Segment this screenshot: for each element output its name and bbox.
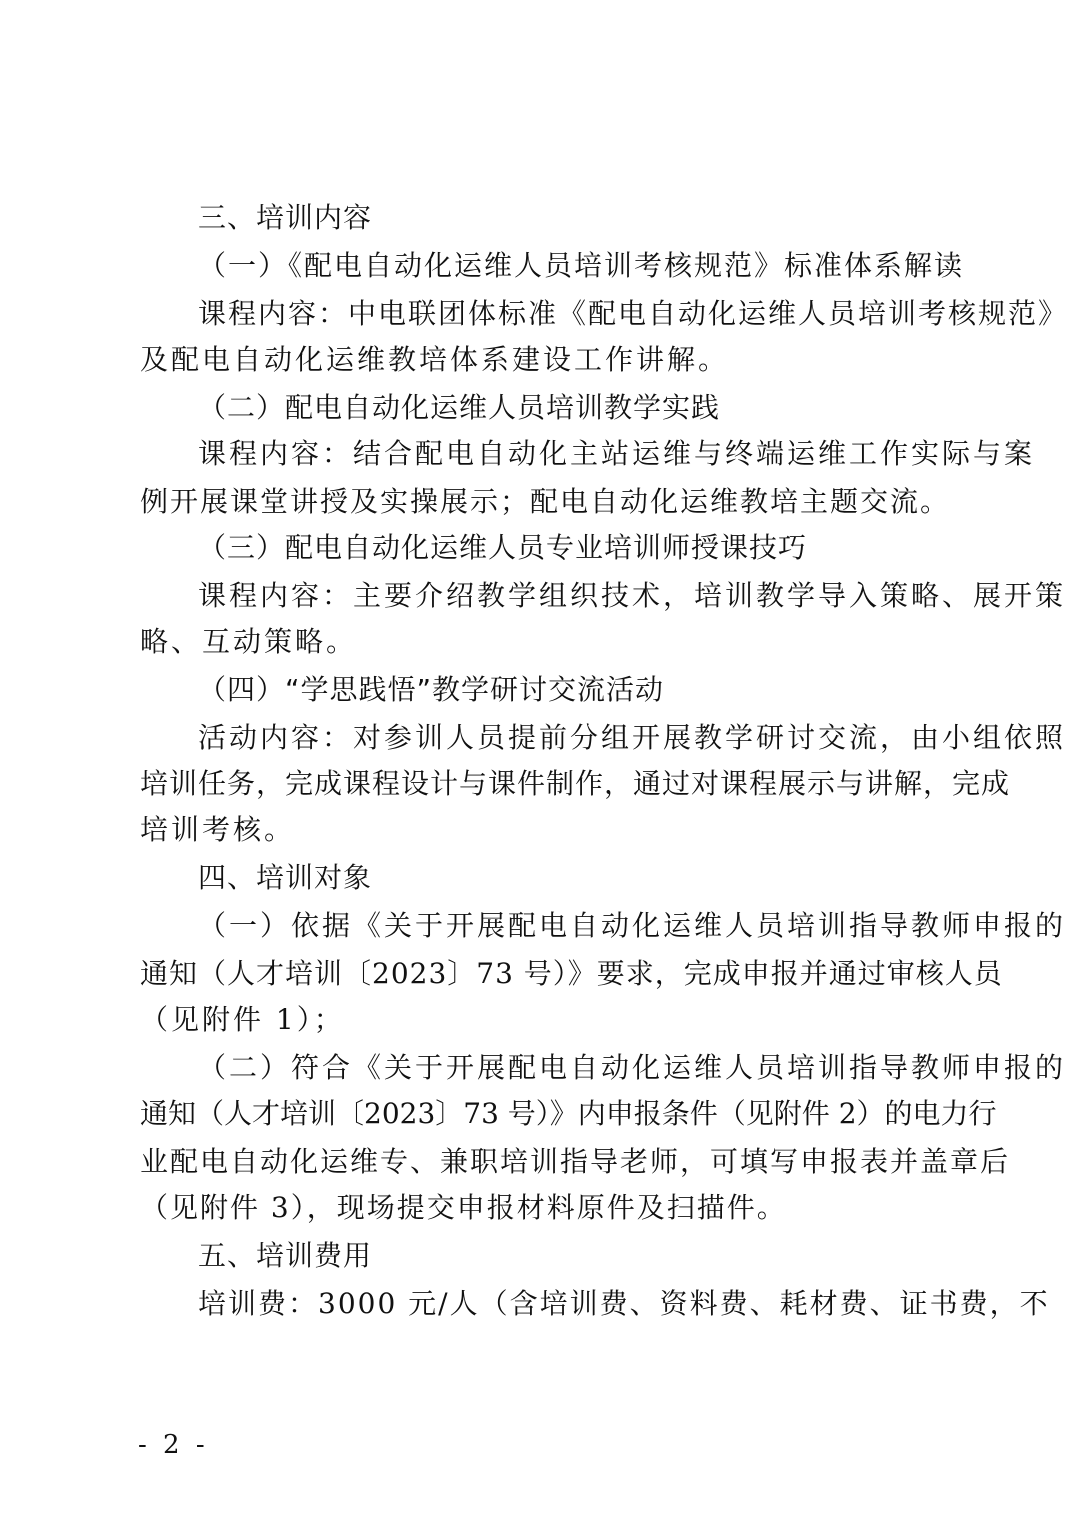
section-3-item-2-title: （二）配电自动化运维人员培训教学实践 bbox=[198, 391, 721, 424]
section-3-item-4-text-line-2: 培训任务，完成课程设计与课件制作，通过对课程展示与讲解，完成 bbox=[140, 767, 1011, 800]
section-5-heading: 五、培训费用 bbox=[198, 1239, 373, 1272]
section-4-paragraph-2-line-4: （见附件 3），现场提交申报材料原件及扫描件。 bbox=[140, 1191, 787, 1224]
section-4-heading: 四、培训对象 bbox=[198, 861, 373, 894]
section-3-item-1-text-line-1: 课程内容：中电联团体标准《配电自动化运维人员培训考核规范》 bbox=[198, 297, 1069, 330]
section-4-paragraph-1-line-2: 通知（人才培训〔2023〕73 号）》要求，完成申报并通过审核人员 bbox=[140, 957, 1003, 990]
section-3-item-3-title: （三）配电自动化运维人员专业培训师授课技巧 bbox=[198, 531, 808, 564]
section-4-paragraph-1-line-3: （见附件 1）； bbox=[140, 1003, 345, 1036]
section-3-item-2-text-line-2: 例开展课堂讲授及实操展示；配电自动化运维教培主题交流。 bbox=[140, 485, 951, 518]
section-3-item-1-title: （一）《配电自动化运维人员培训考核规范》标准体系解读 bbox=[198, 249, 965, 282]
section-4-paragraph-2-line-2: 通知（人才培训〔2023〕73 号）》内申报条件（见附件 2）的电力行 bbox=[140, 1097, 997, 1130]
section-3-item-4-text-line-3: 培训考核。 bbox=[140, 813, 296, 846]
section-3-item-4-title: （四）“学思践悟”教学研讨交流活动 bbox=[198, 673, 665, 706]
section-3-item-3-text-line-1: 课程内容：主要介绍教学组织技术，培训教学导入策略、展开策 bbox=[198, 579, 1067, 612]
section-4-paragraph-2-line-1: （二）符合《关于开展配电自动化运维人员培训指导教师申报的 bbox=[198, 1051, 1067, 1084]
section-5-text-line-1: 培训费：3000 元/人（含培训费、资料费、耗材费、证书费，不 bbox=[198, 1287, 1050, 1320]
section-3-item-4-text-line-1: 活动内容：对参训人员提前分组开展教学研讨交流，由小组依照 bbox=[198, 721, 1067, 754]
section-4-paragraph-2-line-3: 业配电自动化运维专、兼职培训指导老师，可填写申报表并盖章后 bbox=[140, 1145, 1011, 1178]
page-number: - 2 - bbox=[138, 1430, 209, 1460]
section-4-paragraph-1-line-1: （一）依据《关于开展配电自动化运维人员培训指导教师申报的 bbox=[198, 909, 1067, 942]
section-3-heading: 三、培训内容 bbox=[198, 201, 373, 234]
section-3-item-3-text-line-2: 略、互动策略。 bbox=[140, 625, 358, 658]
section-3-item-1-text-line-2: 及配电自动化运维教培体系建设工作讲解。 bbox=[140, 343, 730, 376]
section-3-item-2-text-line-1: 课程内容：结合配电自动化主站运维与终端运维工作实际与案 bbox=[198, 437, 1036, 470]
